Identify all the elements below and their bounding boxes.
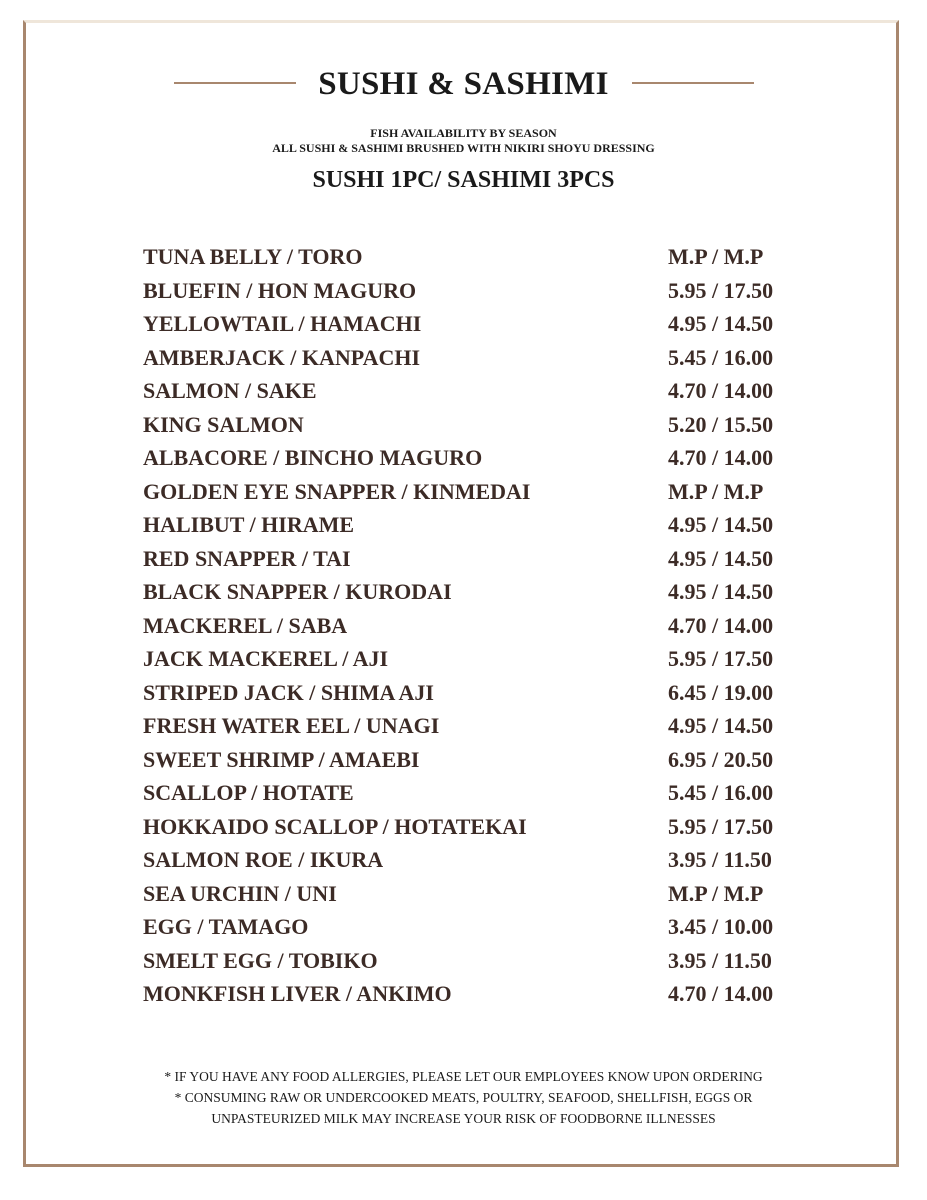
menu-item-name: BLUEFIN / HON MAGURO bbox=[143, 277, 417, 303]
menu-item-row bbox=[143, 910, 803, 944]
menu-item-row bbox=[143, 776, 803, 810]
menu-item-name: YELLOWTAIL / HAMACHI bbox=[143, 311, 422, 336]
menu-item-price: 4.95 / 14.50 bbox=[668, 579, 774, 604]
raw-food-disclaimer-line2: UNPASTEURIZED MILK MAY INCREASE YOUR RISK OF FOODBORNE ILLNESSES bbox=[211, 1111, 716, 1126]
menu-item-name: TUNA BELLY / TORO bbox=[143, 244, 363, 269]
menu-item-name: SALMON ROE / IKURA bbox=[143, 847, 384, 872]
menu-item-name: SWEET SHRIMP / AMAEBI bbox=[143, 746, 420, 772]
menu-item-row bbox=[143, 508, 803, 542]
menu-item-price: 4.70 / 14.00 bbox=[668, 612, 774, 638]
menu-item-row bbox=[143, 307, 803, 341]
disclaimer-footer bbox=[0, 1066, 927, 1129]
menu-item-price: 4.95 / 14.50 bbox=[668, 713, 774, 738]
menu-item-price: 5.95 / 17.50 bbox=[668, 646, 774, 671]
menu-item-price: 5.95 / 17.50 bbox=[668, 813, 774, 839]
menu-item-row bbox=[143, 274, 803, 308]
raw-food-disclaimer-line1: * CONSUMING RAW OR UNDERCOOKED MEATS, POULTRY, SEAFOOD, SHELLFISH, EGGS OR bbox=[174, 1090, 753, 1105]
menu-item-price: 4.70 / 14.00 bbox=[668, 445, 774, 470]
menu-item-name: AMBERJACK / KANPACHI bbox=[143, 344, 421, 370]
menu-item-row bbox=[143, 743, 803, 777]
menu-item-name: RED SNAPPER / TAI bbox=[143, 545, 351, 571]
menu-item-row bbox=[143, 642, 803, 676]
allergy-disclaimer: * IF YOU HAVE ANY FOOD ALLERGIES, PLEASE LET OUR EMPLOYEES KNOW UPON ORDERING bbox=[164, 1069, 763, 1084]
menu-item-name: GOLDEN EYE SNAPPER / KINMEDAI bbox=[143, 478, 531, 504]
menu-item-price: 3.95 / 11.50 bbox=[668, 847, 772, 872]
availability-notes bbox=[0, 126, 927, 156]
menu-item-price: 4.95 / 14.50 bbox=[668, 512, 774, 537]
menu-item-price: 5.45 / 16.00 bbox=[668, 344, 774, 370]
menu-item-price: M.P / M.P bbox=[668, 880, 764, 906]
menu-item-name: SMELT EGG / TOBIKO bbox=[143, 947, 378, 973]
menu-item-row bbox=[143, 843, 803, 877]
menu-item-name: BLACK SNAPPER / KURODAI bbox=[143, 579, 452, 604]
menu-item-name: SCALLOP / HOTATE bbox=[143, 780, 354, 805]
menu-item-name: HALIBUT / HIRAME bbox=[143, 512, 355, 537]
season-note: FISH AVAILABILITY BY SEASON bbox=[370, 126, 557, 140]
portion-subtitle: SUSHI 1PC/ SASHIMI 3PCS bbox=[312, 167, 615, 193]
menu-item-row bbox=[143, 374, 803, 408]
menu-item-price: 4.95 / 14.50 bbox=[668, 545, 774, 571]
menu-item-name: ALBACORE / BINCHO MAGURO bbox=[143, 445, 483, 470]
menu-item-list bbox=[143, 240, 803, 1011]
title-divider-right bbox=[632, 82, 754, 84]
menu-item-row bbox=[143, 877, 803, 911]
menu-item-name: JACK MACKEREL / AJI bbox=[143, 646, 389, 671]
menu-item-price: 3.95 / 11.50 bbox=[668, 947, 772, 973]
menu-item-price: 4.70 / 14.00 bbox=[668, 378, 774, 403]
menu-item-row bbox=[143, 709, 803, 743]
menu-item-price: 3.45 / 10.00 bbox=[668, 914, 774, 939]
menu-item-row bbox=[143, 475, 803, 509]
menu-item-row bbox=[143, 676, 803, 710]
menu-item-name: STRIPED JACK / SHIMA AJI bbox=[143, 679, 434, 705]
menu-item-name: MACKEREL / SABA bbox=[143, 612, 348, 638]
menu-item-price: 5.20 / 15.50 bbox=[668, 411, 774, 437]
menu-item-price: 4.70 / 14.00 bbox=[668, 981, 774, 1006]
dressing-note: ALL SUSHI & SASHIMI BRUSHED WITH NIKIRI SHOYU DRESSING bbox=[272, 141, 655, 155]
menu-item-name: FRESH WATER EEL / UNAGI bbox=[143, 713, 440, 738]
menu-item-row bbox=[143, 977, 803, 1011]
title-row bbox=[0, 62, 927, 106]
menu-item-row bbox=[143, 944, 803, 978]
menu-item-row bbox=[143, 240, 803, 274]
menu-item-name: MONKFISH LIVER / ANKIMO bbox=[143, 981, 452, 1006]
menu-item-price: 5.45 / 16.00 bbox=[668, 780, 774, 805]
menu-item-row bbox=[143, 441, 803, 475]
menu-item-price: M.P / M.P bbox=[668, 244, 764, 269]
menu-item-price: 6.45 / 19.00 bbox=[668, 679, 774, 705]
menu-item-row bbox=[143, 542, 803, 576]
menu-item-price: M.P / M.P bbox=[668, 478, 764, 504]
menu-item-row bbox=[143, 575, 803, 609]
menu-item-row bbox=[143, 341, 803, 375]
menu-item-row bbox=[143, 810, 803, 844]
menu-item-row bbox=[143, 609, 803, 643]
menu-item-name: HOKKAIDO SCALLOP / HOTATEKAI bbox=[143, 813, 527, 839]
menu-item-price: 6.95 / 20.50 bbox=[668, 746, 774, 772]
menu-item-name: SALMON / SAKE bbox=[143, 378, 317, 403]
page-title: SUSHI & SASHIMI bbox=[318, 66, 609, 102]
menu-item-price: 4.95 / 14.50 bbox=[668, 311, 774, 336]
menu-item-name: SEA URCHIN / UNI bbox=[143, 880, 337, 906]
menu-item-name: KING SALMON bbox=[143, 411, 304, 437]
menu-item-price: 5.95 / 17.50 bbox=[668, 277, 774, 303]
menu-item-row bbox=[143, 408, 803, 442]
menu-item-name: EGG / TAMAGO bbox=[143, 914, 309, 939]
